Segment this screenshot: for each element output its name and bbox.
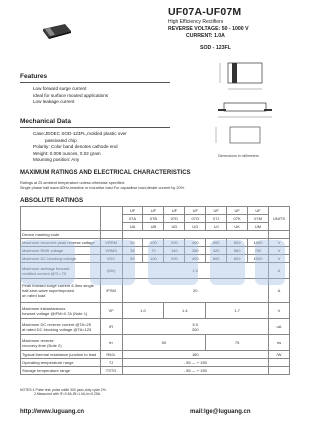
- mechanical-item: passivated chip: [45, 137, 77, 143]
- symbol-cell: RθJL: [100, 351, 122, 359]
- mechanical-item: Weight: 0.006 ounces, 0.02 gram: [33, 150, 101, 156]
- value-cell: 800: [227, 255, 248, 263]
- value-cell: 420: [206, 247, 227, 255]
- feature-item: Low forward surge current: [33, 86, 87, 91]
- param-cell: Storage temperature range: [21, 367, 101, 375]
- value-cell: 50: [122, 255, 143, 263]
- value-cell: 20: [122, 279, 268, 303]
- unit-cell: uA: [269, 319, 290, 335]
- part-mark-cell: UJ: [206, 223, 227, 231]
- symbol-cell: IR: [100, 319, 122, 335]
- mechanical-item: Polarity: Color band denotes cathode end: [33, 144, 118, 149]
- value-cell: 200: [164, 255, 185, 263]
- param-cell: Peak forward surge current 8.3ms single half-sine-wave superimposed on rated load: [21, 279, 101, 303]
- value-cell: 800: [227, 239, 248, 247]
- unit-cell: V: [269, 239, 290, 247]
- param-cell: Operating temperature range: [21, 359, 101, 367]
- symbol-cell: VRMS: [100, 247, 122, 255]
- current-rating: CURRENT: 1.0A: [186, 33, 225, 39]
- part-suffix-cell: 07J: [206, 215, 227, 223]
- part-header-cell: UF: [185, 207, 206, 215]
- unit-cell: V: [269, 303, 290, 319]
- value-cell: 400: [185, 239, 206, 247]
- value-cell: 560: [227, 247, 248, 255]
- param-cell: Device marking code: [21, 231, 101, 239]
- subtitle: High Efficiency Rectifiers: [168, 19, 224, 25]
- part-header-cell: UF: [206, 207, 227, 215]
- table-row: [21, 303, 290, 319]
- unit-cell: A: [269, 263, 290, 279]
- value-cell: 400: [185, 255, 206, 263]
- value-cell: 75: [206, 335, 269, 351]
- symbol-cell: VDC: [100, 255, 122, 263]
- ratings-note-2: Single phase half wave,60Hz,resistive or inductive load.For capacitive load,derate current by 20%.: [20, 186, 186, 190]
- table-row: [21, 207, 290, 215]
- param-cell: Maximum RMS voltage: [21, 247, 101, 255]
- value-cell: 1000: [248, 239, 269, 247]
- symbol-cell: TJ: [100, 359, 122, 367]
- dimension-caption: Dimensions in millimeters: [218, 154, 259, 158]
- unit-cell: /W: [269, 351, 290, 359]
- mechanical-rule: [20, 127, 170, 128]
- value-cell: - 55 --- + 150: [122, 359, 268, 367]
- value-cell: 35: [122, 247, 143, 255]
- table-row: [21, 319, 290, 335]
- part-mark-cell: UK: [227, 223, 248, 231]
- part-header-cell: UF: [143, 207, 164, 215]
- part-suffix-cell: 07M: [248, 215, 269, 223]
- value-cell: - 55 --- + 150: [122, 367, 268, 375]
- symbol-cell: TSTG: [100, 367, 122, 375]
- page-title: UF07A-UF07M: [168, 6, 242, 18]
- unit-cell: A: [269, 279, 290, 303]
- part-suffix-cell: 07D: [164, 215, 185, 223]
- package-photo: [40, 20, 74, 42]
- table-row: [21, 231, 290, 239]
- part-suffix-cell: 07A: [122, 215, 143, 223]
- reverse-voltage: REVERSE VOLTAGE: 50 - 1000 V: [168, 26, 249, 32]
- value-cell: 1.4: [164, 303, 206, 319]
- table-row: [21, 239, 290, 247]
- table-row: [21, 367, 290, 375]
- mechanical-heading: Mechanical Data: [20, 118, 71, 125]
- mechanical-item: Case:JEDEC SOD-123FL,molded plastic over: [33, 131, 127, 136]
- features-list: [33, 86, 108, 106]
- package-dimension-drawing: [210, 55, 280, 150]
- value-cell: 280: [185, 247, 206, 255]
- part-header-cell: UF: [248, 207, 269, 215]
- part-suffix-cell: 07B: [143, 215, 164, 223]
- part-mark-cell: UD: [164, 223, 185, 231]
- value-cell: 140: [164, 247, 185, 255]
- table-row: [21, 351, 290, 359]
- value-cell: 1.0: [122, 263, 268, 279]
- ratings-table: [20, 206, 290, 375]
- note-line: NOTES:1.Pulse test: pulse width 300 μsec,duty cycle 2%.: [20, 388, 107, 392]
- part-suffix-cell: 07K: [227, 215, 248, 223]
- value-cell: 100: [143, 239, 164, 247]
- features-rule: [20, 82, 170, 83]
- feature-item: Ideal for surface mouted applications: [33, 92, 109, 98]
- symbol-cell: I(AV): [100, 263, 122, 279]
- unit-cell: V: [269, 247, 290, 255]
- part-mark-cell: UB: [143, 223, 164, 231]
- value-cell: 600: [206, 255, 227, 263]
- value-cell: 70: [143, 247, 164, 255]
- unit-cell: V: [269, 255, 290, 263]
- value-cell: 700: [248, 247, 269, 255]
- note-line: 2.Measured with IF=0.5A,IR=1.0A,Irr=0.25A.: [34, 392, 101, 397]
- value-cell: 1.7: [206, 303, 269, 319]
- part-mark-cell: UM: [248, 223, 269, 231]
- package-name: SOD - 123FL: [200, 45, 231, 51]
- value-cell: 50: [122, 335, 206, 351]
- param-cell: Maximum instantaneous forward voltage @IFM=0.7A (Note 1): [21, 303, 101, 319]
- symbol-cell: IFSM: [100, 279, 122, 303]
- param-cell: Maximum reverse recovery time (Note 2): [21, 335, 101, 351]
- units-header: UNITS: [269, 207, 290, 231]
- footer-email-link[interactable]: mail:lge@luguang.cn: [190, 409, 251, 415]
- param-cell: Maximum DC reverse current @TA=25 at rated DC blocking voltage @TA=125: [21, 319, 101, 335]
- table-row: [21, 247, 290, 255]
- param-cell: Typical thermal resistance junction to lead: [21, 351, 101, 359]
- table-row: [21, 335, 290, 351]
- table-row: [21, 263, 290, 279]
- part-mark-cell: UG: [185, 223, 206, 231]
- absolute-ratings-heading: ABSOLUTE RATINGS: [20, 197, 84, 204]
- symbol-cell: VF: [100, 303, 122, 319]
- notes-bottom: [20, 388, 107, 397]
- param-cell: Maximum average forward rectified current @TL=75: [21, 263, 101, 279]
- unit-cell: ns: [269, 335, 290, 351]
- mechanical-list: [33, 131, 127, 164]
- value-cell: 600: [206, 239, 227, 247]
- table-row: [21, 255, 290, 263]
- features-heading: Features: [20, 73, 48, 80]
- value-cell: 1000: [248, 255, 269, 263]
- symbol-cell: trr: [100, 335, 122, 351]
- part-mark-cell: UA: [122, 223, 143, 231]
- table-row: [21, 279, 290, 303]
- footer-website-link[interactable]: http://www.luguang.cn: [20, 409, 85, 415]
- value-cell: 50: [122, 239, 143, 247]
- param-cell: Maximum DC blocking voltage: [21, 255, 101, 263]
- value-cell: 100: [143, 255, 164, 263]
- feature-item: Low leakage current: [33, 99, 75, 104]
- mechanical-item: Mounting position: Any: [33, 157, 80, 162]
- value-cell: 5.0 200: [122, 319, 268, 335]
- max-ratings-heading: MAXIMUM RATINGS AND ELECTRICAL CHARACTERISTICS: [20, 170, 191, 176]
- param-cell: Maximum recurrent peak reverse voltage: [21, 239, 101, 247]
- table-row: [21, 359, 290, 367]
- part-header-cell: UF: [227, 207, 248, 215]
- part-header-cell: UF: [164, 207, 185, 215]
- symbol-cell: VRRM: [100, 239, 122, 247]
- ratings-note-1: Ratings at 25 ambient temperature unless otherwise specified.: [20, 181, 125, 185]
- part-suffix-cell: 07G: [185, 215, 206, 223]
- value-cell: 1.0: [122, 303, 164, 319]
- part-header-cell: UF: [122, 207, 143, 215]
- value-cell: 180: [122, 351, 268, 359]
- value-cell: 200: [164, 239, 185, 247]
